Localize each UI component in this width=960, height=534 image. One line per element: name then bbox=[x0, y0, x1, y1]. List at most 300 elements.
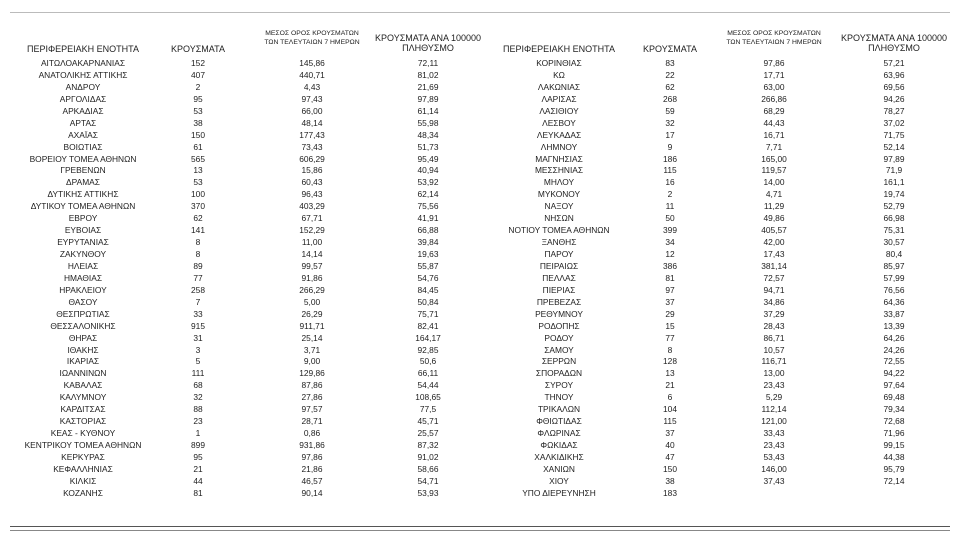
cases-per-100k: 54,76 bbox=[417, 272, 439, 283]
cases-per-100k: 52,79 bbox=[883, 201, 905, 212]
avg-7-days: 23,43 bbox=[763, 440, 785, 450]
cases-per-100k: 80,4 bbox=[885, 249, 903, 259]
cases-count: 97 bbox=[665, 284, 675, 295]
table-row bbox=[0, 142, 480, 154]
cases-count: 17 bbox=[665, 129, 675, 140]
cases-count: 50 bbox=[665, 213, 675, 224]
cases-count: 38 bbox=[665, 475, 675, 486]
cases-per-100k: 44,38 bbox=[883, 451, 905, 462]
cases-count: 7 bbox=[195, 296, 201, 307]
cases-count: 16 bbox=[665, 177, 675, 188]
table-row bbox=[478, 82, 960, 94]
cases-count: 5 bbox=[195, 356, 201, 367]
avg-7-days: 266,29 bbox=[299, 284, 325, 295]
cases-per-100k: 95,49 bbox=[417, 153, 439, 164]
cases-per-100k: 161,1 bbox=[883, 177, 905, 188]
cases-per-100k: 39,84 bbox=[417, 237, 439, 248]
cases-per-100k: 50,6 bbox=[419, 356, 437, 367]
cases-per-100k: 54,44 bbox=[417, 380, 439, 391]
cases-count: 150 bbox=[191, 129, 205, 140]
table-row bbox=[0, 58, 480, 70]
cases-per-100k: 48,34 bbox=[417, 129, 439, 140]
cases-count: 186 bbox=[663, 153, 677, 164]
cases-count: 115 bbox=[663, 416, 677, 427]
avg-7-days: 129,86 bbox=[299, 368, 325, 379]
region-name: ΚΙΛΚΙΣ bbox=[69, 475, 97, 486]
table-row bbox=[478, 177, 960, 189]
avg-7-days: 25,14 bbox=[301, 332, 323, 343]
region-name: ΛΑΡΙΣΑΣ bbox=[541, 93, 577, 104]
avg-7-days: 48,14 bbox=[301, 117, 323, 128]
cases-count: 33 bbox=[193, 308, 203, 319]
cases-per-100k: 77,5 bbox=[419, 404, 437, 415]
region-name: ΚΕΡΚΥΡΑΣ bbox=[61, 451, 105, 462]
cases-per-100k: 71,96 bbox=[883, 428, 905, 439]
avg-7-days: 72,57 bbox=[763, 272, 785, 283]
cases-per-100k: 69,48 bbox=[883, 392, 905, 403]
cases-per-100k: 53,92 bbox=[417, 177, 439, 188]
cases-per-100k: 45,71 bbox=[417, 416, 439, 427]
table-row bbox=[0, 440, 480, 452]
avg-7-days: 165,00 bbox=[761, 153, 787, 164]
region-name: ΠΕΛΛΑΣ bbox=[542, 272, 576, 283]
table-row bbox=[478, 297, 960, 309]
table-row bbox=[0, 106, 480, 118]
region-name: ΝΑΞΟΥ bbox=[544, 201, 574, 212]
table-row bbox=[478, 70, 960, 82]
region-name: ΓΡΕΒΕΝΩΝ bbox=[60, 165, 106, 176]
table-row bbox=[0, 321, 480, 333]
cases-count: 81 bbox=[665, 272, 675, 283]
avg-7-days: 90,14 bbox=[301, 487, 323, 498]
cases-count: 88 bbox=[193, 404, 203, 415]
cases-count: 183 bbox=[663, 487, 677, 498]
table-row bbox=[478, 345, 960, 357]
cases-count: 95 bbox=[193, 451, 203, 462]
avg-7-days: 146,00 bbox=[761, 463, 787, 474]
region-name: ΜΑΓΝΗΣΙΑΣ bbox=[535, 153, 583, 164]
table-row bbox=[478, 142, 960, 154]
region-name: ΚΟΖΑΝΗΣ bbox=[63, 487, 103, 498]
cases-per-100k: 54,71 bbox=[417, 475, 439, 486]
region-name: ΖΑΚΥΝΘΟΥ bbox=[59, 249, 107, 259]
region-name: ΠΡΕΒΕΖΑΣ bbox=[536, 296, 582, 307]
cases-per-100k: 64,26 bbox=[883, 332, 905, 343]
avg-7-days: 15,86 bbox=[301, 165, 323, 176]
region-name: ΚΕΝΤΡΙΚΟΥ ΤΟΜΕΑ ΑΘΗΝΩΝ bbox=[24, 440, 142, 450]
region-name: ΙΚΑΡΙΑΣ bbox=[66, 356, 100, 367]
region-name: ΘΕΣΣΑΛΟΝΙΚΗΣ bbox=[50, 320, 116, 331]
region-name: ΑΧΑΪΑΣ bbox=[68, 129, 98, 140]
avg-7-days: 63,00 bbox=[763, 81, 785, 92]
cases-per-100k: 72,55 bbox=[883, 356, 905, 367]
cases-per-100k: 75,31 bbox=[883, 225, 905, 236]
cases-per-100k: 41,91 bbox=[417, 213, 439, 224]
avg-7-days: 152,29 bbox=[299, 225, 325, 236]
cases-count: 37 bbox=[665, 296, 675, 307]
header-avg-line1-right: ΜΕΣΟΣ ΟΡΟΣ ΚΡΟΥΣΜΑΤΩΝ bbox=[727, 30, 821, 37]
cases-count: 89 bbox=[193, 260, 203, 271]
cases-per-100k: 79,34 bbox=[883, 404, 905, 415]
table-row bbox=[0, 285, 480, 297]
cases-per-100k: 50,84 bbox=[417, 296, 439, 307]
cases-per-100k: 75,56 bbox=[417, 201, 439, 212]
cases-per-100k: 57,21 bbox=[883, 58, 905, 68]
region-name: ΘΑΣΟΥ bbox=[68, 296, 98, 307]
cases-count: 370 bbox=[191, 201, 205, 212]
table-row bbox=[478, 464, 960, 476]
cases-per-100k: 57,99 bbox=[883, 272, 905, 283]
avg-7-days: 14,00 bbox=[763, 177, 785, 188]
header-avg-7-days bbox=[252, 30, 372, 47]
avg-7-days: 405,57 bbox=[761, 225, 787, 236]
table-row bbox=[478, 261, 960, 273]
cases-count: 77 bbox=[665, 332, 675, 343]
region-name: ΕΥΒΟΙΑΣ bbox=[64, 225, 102, 236]
cases-count: 12 bbox=[665, 249, 675, 259]
avg-7-days: 97,86 bbox=[301, 451, 323, 462]
cases-per-100k: 30,57 bbox=[883, 237, 905, 248]
avg-7-days: 60,43 bbox=[301, 177, 323, 188]
cases-count: 53 bbox=[193, 177, 203, 188]
table-row bbox=[478, 154, 960, 166]
avg-7-days: 7,71 bbox=[765, 141, 783, 152]
table-row bbox=[0, 392, 480, 404]
cases-per-100k: 53,93 bbox=[417, 487, 439, 498]
table-row bbox=[0, 261, 480, 273]
right-table bbox=[478, 0, 960, 534]
cases-count: 23 bbox=[193, 416, 203, 427]
header-avg-7-days-right bbox=[712, 30, 836, 47]
avg-7-days: 119,57 bbox=[761, 165, 787, 176]
right-rows bbox=[478, 58, 960, 500]
region-name: ΚΑΡΔΙΤΣΑΣ bbox=[60, 404, 106, 415]
table-row bbox=[0, 404, 480, 416]
cases-count: 83 bbox=[665, 58, 675, 68]
header-avg-line2-right: ΤΩΝ ΤΕΛΕΥΤΑΙΩΝ 7 ΗΜΕΡΩΝ bbox=[726, 38, 822, 46]
region-name: ΑΡΓΟΛΙΔΑΣ bbox=[59, 93, 107, 104]
table-row bbox=[0, 165, 480, 177]
cases-count: 59 bbox=[665, 105, 675, 116]
avg-7-days: 46,57 bbox=[301, 475, 323, 486]
bottom-divider bbox=[10, 526, 950, 527]
table-row bbox=[478, 249, 960, 261]
region-name: ΡΕΘΥΜΝΟΥ bbox=[535, 308, 583, 319]
cases-count: 77 bbox=[193, 272, 203, 283]
cases-per-100k: 92,85 bbox=[417, 344, 439, 355]
table-row bbox=[478, 285, 960, 297]
avg-7-days: 16,71 bbox=[763, 129, 785, 140]
region-name: ΑΝΑΤΟΛΙΚΗΣ ΑΤΤΙΚΗΣ bbox=[38, 69, 128, 80]
header-per-100k-right bbox=[836, 33, 952, 53]
avg-7-days: 53,43 bbox=[763, 451, 785, 462]
table-row bbox=[478, 106, 960, 118]
cases-count: 61 bbox=[193, 141, 203, 152]
cases-count: 95 bbox=[193, 93, 203, 104]
cases-per-100k: 19,74 bbox=[883, 189, 905, 200]
region-name: ΛΑΚΩΝΙΑΣ bbox=[537, 81, 581, 92]
cases-count: 899 bbox=[191, 440, 205, 450]
cases-count: 258 bbox=[191, 284, 205, 295]
region-name: ΛΕΣΒΟΥ bbox=[542, 117, 576, 128]
cases-count: 128 bbox=[663, 356, 677, 367]
cases-per-100k: 64,36 bbox=[883, 296, 905, 307]
cases-per-100k: 78,27 bbox=[883, 105, 905, 116]
table-row bbox=[0, 154, 480, 166]
avg-7-days: 440,71 bbox=[299, 69, 325, 80]
avg-7-days: 5,00 bbox=[303, 296, 321, 307]
table-row bbox=[0, 488, 480, 500]
cases-per-100k: 40,94 bbox=[417, 165, 439, 176]
table-row bbox=[478, 416, 960, 428]
region-name: ΣΠΟΡΑΔΩΝ bbox=[535, 368, 583, 379]
cases-count: 21 bbox=[193, 463, 203, 474]
cases-count: 62 bbox=[665, 81, 675, 92]
cases-per-100k: 81,02 bbox=[417, 69, 439, 80]
region-name: ΘΕΣΠΡΩΤΙΑΣ bbox=[56, 308, 110, 319]
avg-7-days: 33,43 bbox=[763, 428, 785, 439]
cases-count: 141 bbox=[191, 225, 205, 236]
cases-count: 386 bbox=[663, 260, 677, 271]
avg-7-days: 4,43 bbox=[303, 81, 321, 92]
region-name: ΤΗΝΟΥ bbox=[544, 392, 574, 403]
cases-count: 2 bbox=[667, 189, 673, 200]
cases-count: 31 bbox=[193, 332, 203, 343]
avg-7-days: 931,86 bbox=[299, 440, 325, 450]
cases-count: 15 bbox=[665, 320, 675, 331]
region-name: ΔΥΤΙΚΗΣ ΑΤΤΙΚΗΣ bbox=[47, 189, 119, 200]
avg-7-days: 177,43 bbox=[299, 129, 325, 140]
header-cases-right: ΚΡΟΥΣΜΑΤΑ bbox=[643, 44, 697, 54]
table-row bbox=[0, 177, 480, 189]
cases-per-100k: 66,11 bbox=[417, 368, 439, 379]
table-row bbox=[0, 333, 480, 345]
table-row bbox=[478, 452, 960, 464]
table-row bbox=[0, 356, 480, 368]
header-cases: ΚΡΟΥΣΜΑΤΑ bbox=[171, 44, 225, 54]
table-row bbox=[0, 82, 480, 94]
table-row bbox=[0, 368, 480, 380]
table-row bbox=[0, 225, 480, 237]
cases-count: 2 bbox=[195, 81, 201, 92]
avg-7-days: 11,00 bbox=[301, 237, 323, 248]
avg-7-days: 97,86 bbox=[763, 58, 785, 68]
cases-per-100k: 84,45 bbox=[417, 284, 439, 295]
header-per100k-line1: ΚΡΟΥΣΜΑΤΑ ΑΝΑ 100000 bbox=[375, 33, 481, 43]
table-row bbox=[0, 273, 480, 285]
cases-per-100k: 66,98 bbox=[883, 213, 905, 224]
table-row bbox=[478, 165, 960, 177]
table-row bbox=[478, 225, 960, 237]
cases-per-100k: 94,26 bbox=[883, 93, 905, 104]
region-name: ΚΕΦΑΛΛΗΝΙΑΣ bbox=[53, 463, 113, 474]
cases-count: 68 bbox=[193, 380, 203, 391]
cases-count: 104 bbox=[663, 404, 677, 415]
cases-count: 268 bbox=[663, 93, 677, 104]
table-row bbox=[478, 321, 960, 333]
cases-count: 32 bbox=[193, 392, 203, 403]
avg-7-days: 112,14 bbox=[761, 404, 787, 415]
avg-7-days: 27,86 bbox=[301, 392, 323, 403]
table-row bbox=[0, 249, 480, 261]
cases-per-100k: 62,14 bbox=[417, 189, 439, 200]
avg-7-days: 67,71 bbox=[301, 213, 323, 224]
cases-per-100k: 76,56 bbox=[883, 284, 905, 295]
avg-7-days: 10,57 bbox=[763, 344, 785, 355]
avg-7-days: 34,86 bbox=[763, 296, 785, 307]
avg-7-days: 9,00 bbox=[303, 356, 321, 367]
avg-7-days: 121,00 bbox=[761, 416, 787, 427]
region-name: ΒΟΙΩΤΙΑΣ bbox=[63, 141, 103, 152]
cases-per-100k: 52,14 bbox=[883, 141, 905, 152]
region-name: ΦΛΩΡΙΝΑΣ bbox=[537, 428, 581, 439]
region-name: ΛΗΜΝΟΥ bbox=[540, 141, 578, 152]
region-name: ΤΡΙΚΑΛΩΝ bbox=[537, 404, 581, 415]
avg-7-days: 23,43 bbox=[763, 380, 785, 391]
table-row bbox=[0, 213, 480, 225]
cases-per-100k: 97,64 bbox=[883, 380, 905, 391]
header-per100k-line1-right: ΚΡΟΥΣΜΑΤΑ ΑΝΑ 100000 bbox=[841, 33, 947, 43]
avg-7-days: 26,29 bbox=[301, 308, 323, 319]
table-row bbox=[478, 392, 960, 404]
avg-7-days: 44,43 bbox=[763, 117, 785, 128]
avg-7-days: 96,43 bbox=[301, 189, 323, 200]
cases-count: 34 bbox=[665, 237, 675, 248]
cases-per-100k: 71,9 bbox=[885, 165, 903, 176]
avg-7-days: 606,29 bbox=[299, 153, 325, 164]
avg-7-days: 91,86 bbox=[301, 272, 323, 283]
cases-per-100k: 61,14 bbox=[417, 105, 439, 116]
region-name: ΦΩΚΙΔΑΣ bbox=[540, 440, 578, 450]
cases-count: 150 bbox=[663, 463, 677, 474]
table-row bbox=[0, 476, 480, 488]
cases-count: 13 bbox=[665, 368, 675, 379]
cases-count: 3 bbox=[195, 344, 201, 355]
table-row bbox=[0, 309, 480, 321]
bottom-divider-secondary bbox=[10, 530, 950, 531]
cases-per-100k: 33,87 bbox=[883, 308, 905, 319]
avg-7-days: 87,86 bbox=[301, 380, 323, 391]
table-row bbox=[0, 237, 480, 249]
table-row bbox=[478, 189, 960, 201]
cases-count: 40 bbox=[665, 440, 675, 450]
avg-7-days: 0,86 bbox=[303, 428, 321, 439]
region-name: ΗΛΕΙΑΣ bbox=[67, 260, 99, 271]
avg-7-days: 99,57 bbox=[301, 260, 323, 271]
header-per100k-line2-right: ΠΛΗΘΥΣΜΟ bbox=[868, 43, 920, 53]
header-avg-line2: ΤΩΝ ΤΕΛΕΥΤΑΙΩΝ 7 ΗΜΕΡΩΝ bbox=[264, 38, 360, 46]
avg-7-days: 37,43 bbox=[763, 475, 785, 486]
region-name: ΧΑΝΙΩΝ bbox=[543, 463, 575, 474]
region-name: ΡΟΔΟΥ bbox=[544, 332, 574, 343]
header-avg-line1: ΜΕΣΟΣ ΟΡΟΣ ΚΡΟΥΣΜΑΤΩΝ bbox=[265, 30, 359, 37]
cases-per-100k: 25,57 bbox=[417, 428, 439, 439]
cases-count: 32 bbox=[665, 117, 675, 128]
cases-per-100k: 72,68 bbox=[883, 416, 905, 427]
table-row bbox=[0, 428, 480, 440]
region-name: ΝΟΤΙΟΥ ΤΟΜΕΑ ΑΘΗΝΩΝ bbox=[508, 225, 610, 236]
avg-7-days: 14,14 bbox=[301, 249, 323, 259]
cases-count: 44 bbox=[193, 475, 203, 486]
avg-7-days: 97,43 bbox=[301, 93, 323, 104]
cases-count: 22 bbox=[665, 69, 675, 80]
region-name: ΕΒΡΟΥ bbox=[68, 213, 98, 224]
region-name: ΑΙΤΩΛΟΑΚΑΡΝΑΝΙΑΣ bbox=[40, 58, 126, 68]
cases-count: 1 bbox=[195, 428, 201, 439]
cases-per-100k: 63,96 bbox=[883, 69, 905, 80]
table-row bbox=[478, 368, 960, 380]
avg-7-days: 911,71 bbox=[299, 320, 325, 331]
table-row bbox=[478, 130, 960, 142]
region-name: ΧΑΛΚΙΔΙΚΗΣ bbox=[534, 451, 584, 462]
avg-7-days: 49,86 bbox=[763, 213, 785, 224]
table-row bbox=[478, 237, 960, 249]
table-row bbox=[478, 309, 960, 321]
region-name: ΜΥΚΟΝΟΥ bbox=[537, 189, 581, 200]
cases-per-100k: 66,88 bbox=[417, 225, 439, 236]
table-row bbox=[0, 416, 480, 428]
table-row bbox=[0, 452, 480, 464]
header-region-right: ΠΕΡΙΦΕΡΕΙΑΚΗ ΕΝΟΤΗΤΑ bbox=[502, 44, 616, 54]
cases-count: 111 bbox=[191, 368, 205, 379]
table-row bbox=[478, 488, 960, 500]
cases-count: 53 bbox=[193, 105, 203, 116]
avg-7-days: 116,71 bbox=[761, 356, 787, 367]
avg-7-days: 17,71 bbox=[763, 69, 785, 80]
table-row bbox=[478, 476, 960, 488]
cases-per-100k: 82,41 bbox=[417, 320, 439, 331]
cases-per-100k: 91,02 bbox=[417, 451, 439, 462]
table-row bbox=[0, 189, 480, 201]
cases-per-100k: 21,69 bbox=[417, 81, 439, 92]
region-name: ΚΕΑΣ - ΚΥΘΝΟΥ bbox=[50, 428, 116, 439]
table-row bbox=[0, 94, 480, 106]
avg-7-days: 94,71 bbox=[763, 284, 785, 295]
region-name: ΧΙΟΥ bbox=[549, 475, 569, 486]
cases-count: 9 bbox=[667, 141, 673, 152]
avg-7-days: 145,86 bbox=[299, 58, 325, 68]
avg-7-days: 5,29 bbox=[765, 392, 783, 403]
avg-7-days: 11,29 bbox=[763, 201, 785, 212]
avg-7-days: 42,00 bbox=[763, 237, 785, 248]
cases-count: 915 bbox=[191, 320, 205, 331]
avg-7-days: 21,86 bbox=[301, 463, 323, 474]
avg-7-days: 381,14 bbox=[761, 260, 787, 271]
header-region: ΠΕΡΙΦΕΡΕΙΑΚΗ ΕΝΟΤΗΤΑ bbox=[26, 44, 140, 54]
region-name: ΑΝΔΡΟΥ bbox=[65, 81, 101, 92]
region-name: ΜΕΣΣΗΝΙΑΣ bbox=[534, 165, 584, 176]
table-row bbox=[478, 356, 960, 368]
cases-per-100k: 55,98 bbox=[417, 117, 439, 128]
region-name: ΗΜΑΘΙΑΣ bbox=[63, 272, 103, 283]
avg-7-days: 403,29 bbox=[299, 201, 325, 212]
region-name: ΑΡΤΑΣ bbox=[69, 117, 97, 128]
region-name: ΝΗΣΩΝ bbox=[544, 213, 574, 224]
region-name: ΥΠΟ ΔΙΕΡΕΥΝΗΣΗ bbox=[522, 487, 596, 498]
cases-count: 8 bbox=[195, 237, 201, 248]
table-row bbox=[0, 201, 480, 213]
table-row bbox=[478, 273, 960, 285]
cases-per-100k: 19,63 bbox=[417, 249, 439, 259]
cases-per-100k: 71,75 bbox=[883, 129, 905, 140]
cases-count: 407 bbox=[191, 69, 205, 80]
table-row bbox=[478, 404, 960, 416]
region-name: ΙΘΑΚΗΣ bbox=[67, 344, 99, 355]
cases-per-100k: 97,89 bbox=[417, 93, 439, 104]
cases-per-100k: 69,56 bbox=[883, 81, 905, 92]
cases-per-100k: 72,14 bbox=[883, 475, 905, 486]
cases-count: 81 bbox=[193, 487, 203, 498]
